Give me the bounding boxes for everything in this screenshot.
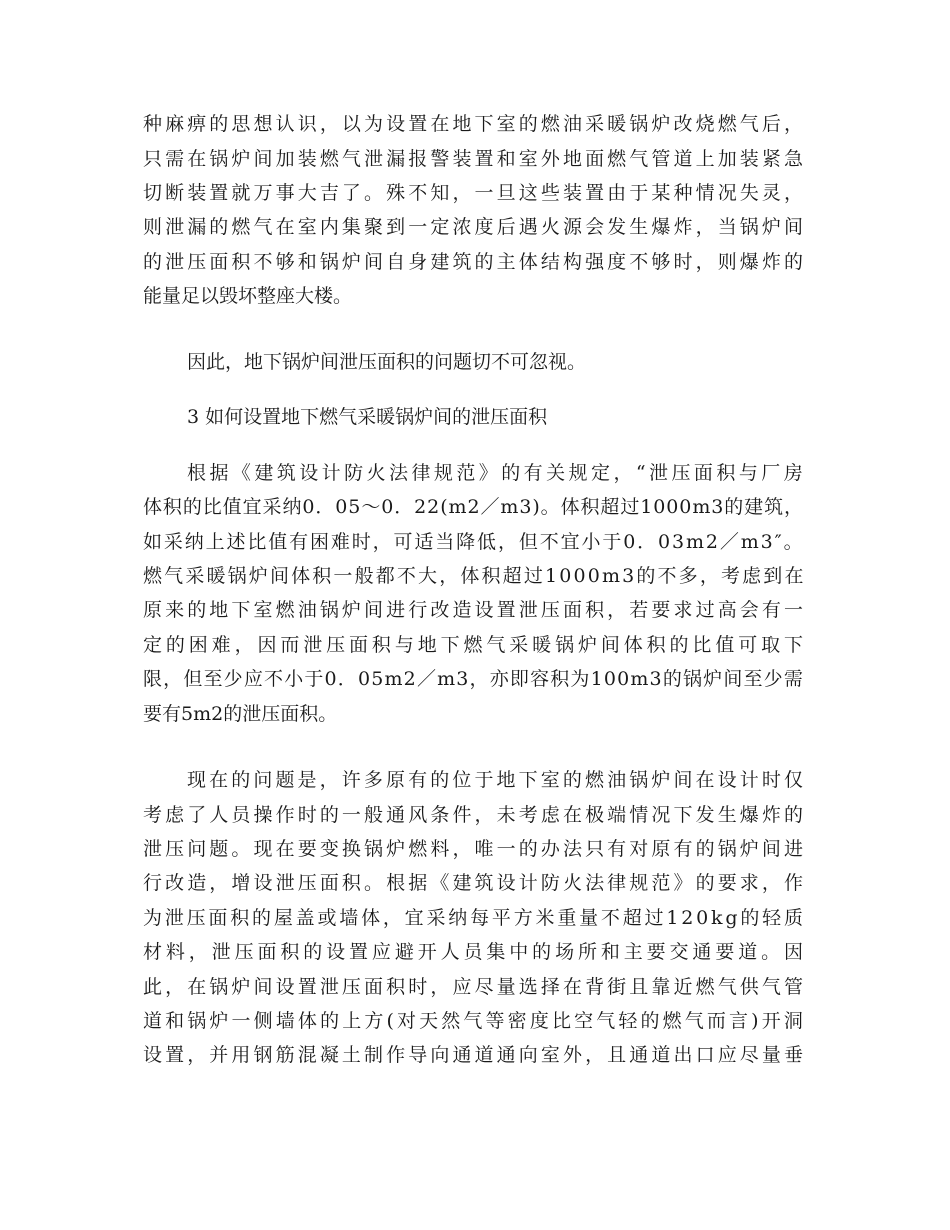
text-line: 原来的地下室燃油锅炉间进行改造设置泄压面积，若要求过高会有一 — [143, 599, 807, 621]
text-line: 考虑了人员操作时的一般通风条件，未考虑在极端情况下发生爆炸的 — [143, 804, 807, 826]
section-heading: 3 如何设置地下燃气采暖锅炉间的泄压面积 — [187, 406, 548, 428]
text-line: 燃气采暖锅炉间体积一般都不大，体积超过1000m3的不多，考虑到在 — [143, 565, 806, 587]
text-line: 则泄漏的燃气在室内集聚到一定浓度后遇火源会发生爆炸，当锅炉间 — [143, 216, 807, 238]
text-line: 定的困难，因而泄压面积与地下燃气采暖锅炉间体积的比值可取下 — [143, 634, 807, 656]
text-line: 材料，泄压面积的设置应避开人员集中的场所和主要交通要道。因 — [143, 941, 807, 963]
text-line: 根据《建筑设计防火法律规范》的有关规定，“泄压面积与厂房 — [187, 462, 807, 484]
text-line: 只需在锅炉间加装燃气泄漏报警装置和室外地面燃气管道上加装紧急 — [143, 148, 807, 170]
text-line: 种麻痹的思想认识，以为设置在地下室的燃油采暖锅炉改烧燃气后， — [143, 113, 807, 135]
text-line: 设置，并用钢筋混凝土制作导向通道通向室外，且通道出口应尽量垂 — [143, 1044, 807, 1066]
text-line: 如采纳上述比值有困难时，可适当降低，但不宜小于0．03m2／m3″。 — [143, 531, 805, 553]
text-line: 限，但至少应不小于0．05m2／m3，亦即容积为100m3的锅炉间至少需 — [143, 668, 805, 690]
text-line: 体积的比值宜采纳0．05～0．22(m2／m3)。体积超过1000m3的建筑， — [143, 496, 804, 518]
text-line: 要有5m2的泄压面积。 — [143, 703, 338, 725]
text-line: 现在的问题是，许多原有的位于地下室的燃油锅炉间在设计时仅 — [187, 769, 807, 791]
text-line: 因此，地下锅炉间泄压面积的问题切不可忽视。 — [187, 351, 587, 373]
text-line: 泄压问题。现在要变换锅炉燃料，唯一的办法只有对原有的锅炉间进 — [143, 838, 807, 860]
text-line: 能量足以毁坏整座大楼。 — [143, 285, 353, 307]
text-line: 为泄压面积的屋盖或墙体，宜采纳每平方米重量不超过120kg的轻质 — [143, 907, 806, 929]
text-line: 切断装置就万事大吉了。殊不知，一旦这些装置由于某种情况失灵， — [143, 182, 807, 204]
text-line: 行改造，增设泄压面积。根据《建筑设计防火法律规范》的要求，作 — [143, 872, 807, 894]
text-line: 的泄压面积不够和锅炉间自身建筑的主体结构强度不够时，则爆炸的 — [143, 251, 807, 273]
text-line: 此，在锅炉间设置泄压面积时，应尽量选择在背街且靠近燃气供气管 — [143, 976, 807, 998]
text-line: 道和锅炉一侧墙体的上方(对天然气等密度比空气轻的燃气而言)开洞 — [143, 1010, 806, 1032]
